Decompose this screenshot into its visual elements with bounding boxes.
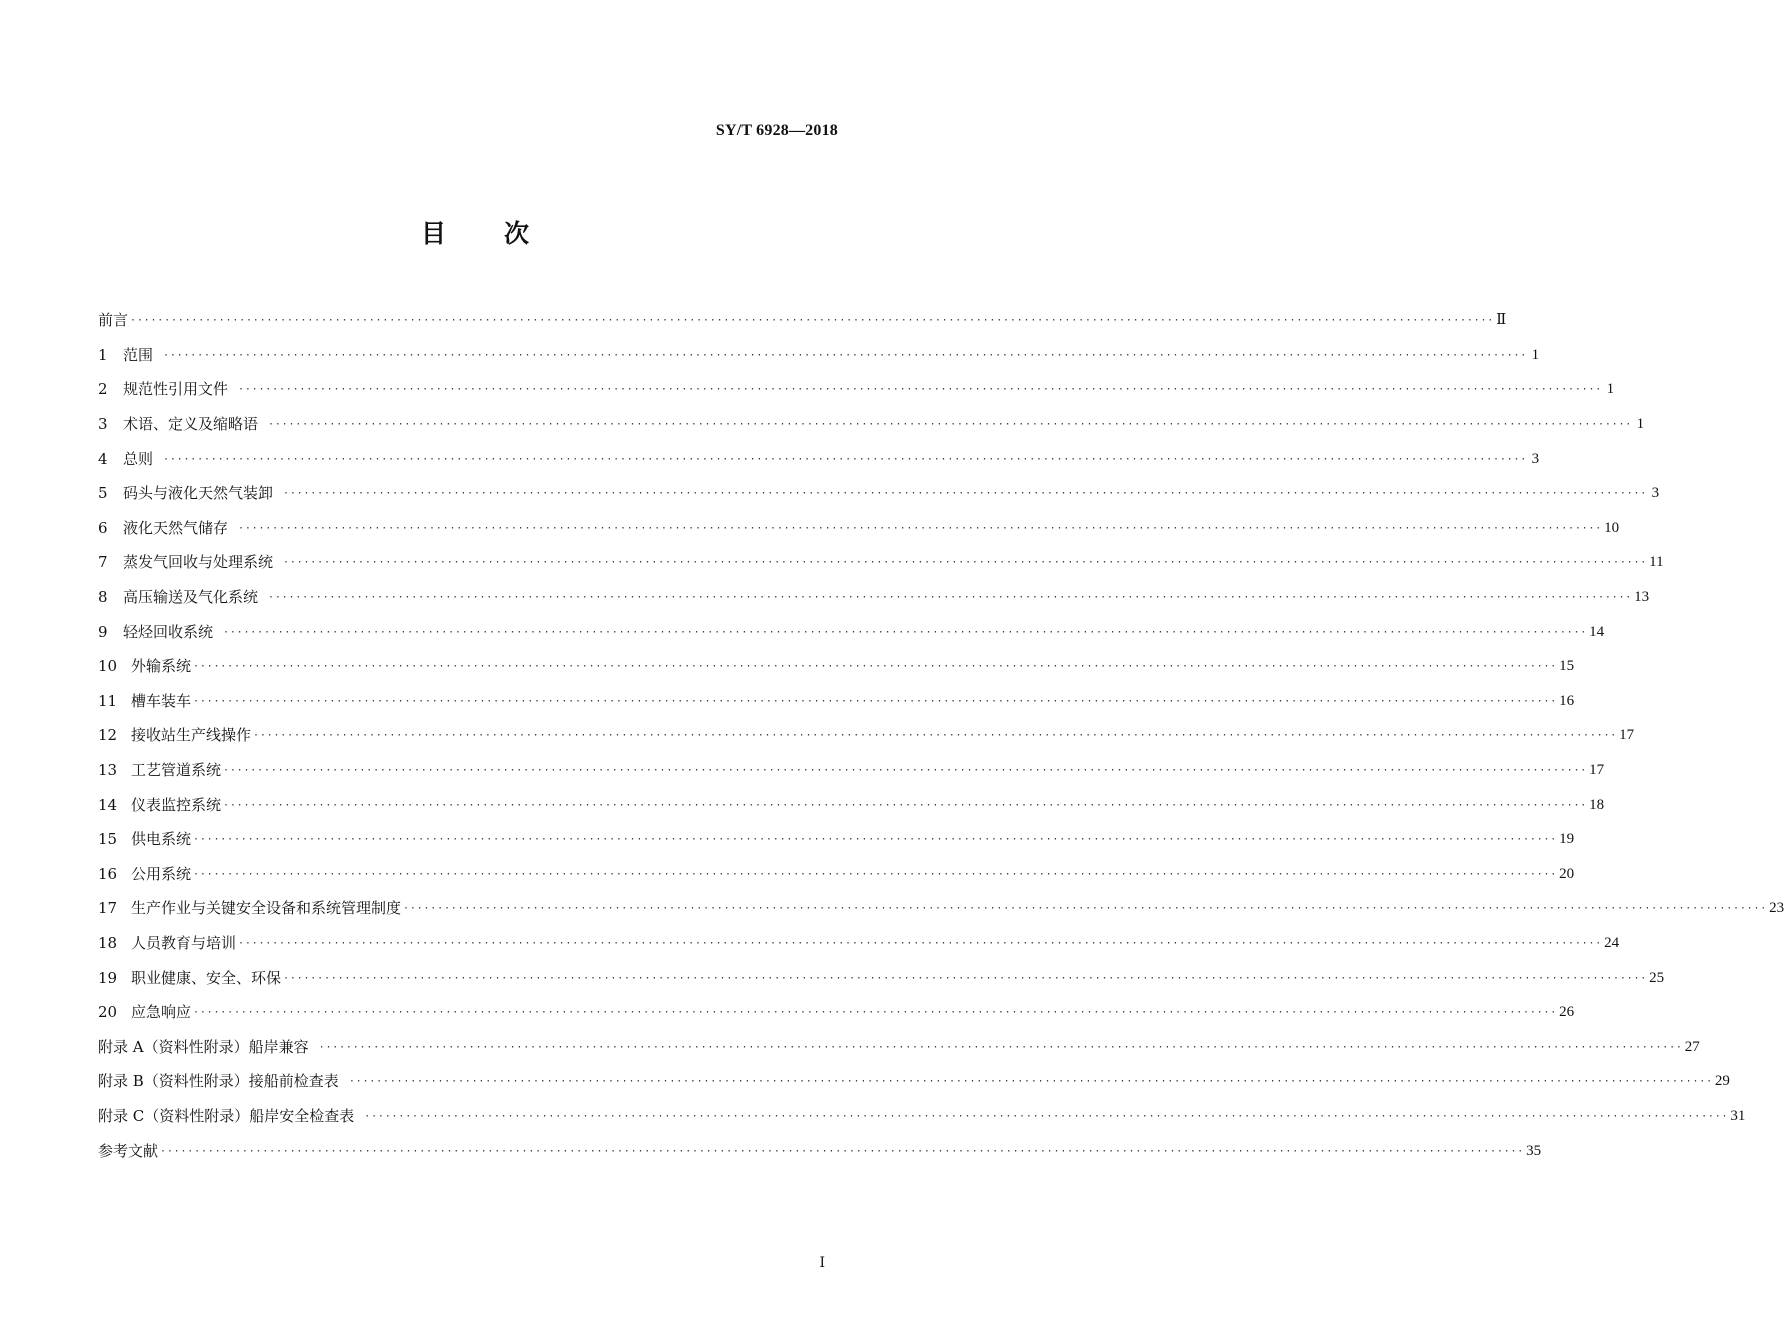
dot-leader: ········································································································································································································ bbox=[193, 661, 1558, 673]
toc-entry-label: 职业健康、安全、环保 bbox=[131, 968, 282, 987]
toc-entry-page: 35 bbox=[1526, 1142, 1542, 1159]
toc-entry-2[interactable] bbox=[98, 372, 1615, 407]
toc-entry-page: 1 bbox=[1606, 381, 1615, 398]
page-title: 目次 bbox=[420, 219, 587, 248]
toc-entry-4[interactable] bbox=[98, 441, 1540, 476]
toc-entry-label: 术语、定义及缩略语 bbox=[123, 415, 259, 434]
toc-entry-number: 15 bbox=[98, 830, 118, 849]
toc-entry-number: 19 bbox=[98, 968, 118, 987]
toc-entry-13[interactable] bbox=[98, 753, 1605, 788]
toc-entry-label: 轻烃回收系统 bbox=[123, 622, 214, 641]
toc-entry-15[interactable] bbox=[98, 822, 1575, 857]
toc-entry-9[interactable] bbox=[98, 614, 1605, 649]
toc-entry-19[interactable] bbox=[98, 960, 1665, 995]
toc-entry-page: 17 bbox=[1589, 762, 1605, 779]
dot-leader: ········································································································································································································ bbox=[223, 626, 1588, 638]
toc-entry-20[interactable] bbox=[98, 995, 1575, 1030]
dot-leader: ········································································································································································································ bbox=[163, 349, 1528, 361]
toc-entry-17[interactable] bbox=[98, 891, 1784, 926]
toc-entry-number: 5 bbox=[98, 484, 108, 503]
dot-leader: ········································································································································································································ bbox=[193, 834, 1558, 846]
dot-leader: ········································································································································································································ bbox=[403, 903, 1768, 915]
toc-entry-page: 17 bbox=[1619, 727, 1635, 744]
toc-entry-label: 范围 bbox=[123, 345, 154, 364]
toc-entry-label: 附录 B（资料性附录） bbox=[98, 1072, 249, 1091]
toc-entry-page: 13 bbox=[1634, 589, 1650, 606]
toc-entry-page: 19 bbox=[1559, 831, 1575, 848]
toc-entry-label: 参考文献 bbox=[98, 1141, 159, 1160]
toc-entry-page: 27 bbox=[1684, 1038, 1700, 1055]
toc-entry-number: 12 bbox=[98, 726, 118, 745]
toc-entry-label: 码头与液化天然气装卸 bbox=[123, 484, 274, 503]
toc-entry-page: Ⅱ bbox=[1496, 312, 1507, 329]
toc-entry-number: 7 bbox=[98, 553, 108, 572]
toc-entry-number: 2 bbox=[98, 380, 108, 399]
toc-entry-number: 17 bbox=[98, 899, 118, 918]
toc-entry-number: 14 bbox=[98, 795, 118, 814]
toc-entry-label: 人员教育与培训 bbox=[131, 933, 237, 952]
page-number: Ⅰ bbox=[819, 1256, 825, 1271]
toc-entry-label: 高压输送及气化系统 bbox=[123, 588, 259, 607]
toc-entry-number: 3 bbox=[98, 415, 108, 434]
toc-entry-label: 附录 A（资料性附录） bbox=[98, 1037, 249, 1056]
toc-entry-1[interactable] bbox=[98, 338, 1540, 373]
dot-leader: ········································································································································································································ bbox=[283, 972, 1648, 984]
toc-entry-14[interactable] bbox=[98, 787, 1605, 822]
dot-leader: ········································································································································································································ bbox=[193, 695, 1558, 707]
toc-entry-preface[interactable] bbox=[98, 303, 1507, 338]
toc-entry-label: 附录 C（资料性附录） bbox=[98, 1106, 250, 1125]
toc-entry-6[interactable] bbox=[98, 511, 1620, 546]
toc-entry-12[interactable] bbox=[98, 718, 1635, 753]
toc-entry-label: 仪表监控系统 bbox=[131, 795, 222, 814]
toc-entry-page: 25 bbox=[1649, 969, 1665, 986]
toc-entry-label: 生产作业与关键安全设备和系统管理制度 bbox=[131, 899, 402, 918]
toc-entry-label: 总则 bbox=[123, 449, 154, 468]
toc-entry-16[interactable] bbox=[98, 857, 1575, 892]
toc-entry-label: 液化天然气储存 bbox=[123, 518, 229, 537]
dot-leader: ········································································································································································································ bbox=[223, 765, 1588, 777]
toc-entry-page: 14 bbox=[1589, 623, 1605, 640]
dot-leader: ········································································································································································································ bbox=[193, 1007, 1558, 1019]
toc-entry-10[interactable] bbox=[98, 649, 1575, 684]
toc-entry-page: 29 bbox=[1714, 1073, 1730, 1090]
toc-entry-sublabel: 接船前检查表 bbox=[248, 1072, 339, 1091]
toc-entry-annex-b[interactable] bbox=[98, 1064, 1730, 1099]
dot-leader: ········································································································································································································ bbox=[348, 1076, 1713, 1088]
toc-entry-number: 6 bbox=[98, 518, 108, 537]
toc-entry-number: 20 bbox=[98, 1003, 118, 1022]
toc-entry-number: 1 bbox=[98, 345, 108, 364]
toc-entry-page: 3 bbox=[1531, 450, 1540, 467]
dot-leader: ········································································································································································································ bbox=[193, 868, 1558, 880]
toc-entry-number: 16 bbox=[98, 864, 118, 883]
toc-entry-page: 20 bbox=[1559, 865, 1575, 882]
toc-entry-references[interactable] bbox=[98, 1133, 1542, 1168]
toc-entry-page: 16 bbox=[1559, 692, 1575, 709]
dot-leader: ········································································································································································································ bbox=[238, 937, 1603, 949]
toc-entry-page: 3 bbox=[1651, 485, 1660, 502]
toc-entry-number: 10 bbox=[98, 657, 118, 676]
toc-entry-label: 蒸发气回收与处理系统 bbox=[123, 553, 274, 572]
toc-entry-annex-a[interactable] bbox=[98, 1029, 1700, 1064]
toc-entry-page: 23 bbox=[1769, 900, 1784, 917]
toc-entry-5[interactable] bbox=[98, 476, 1660, 511]
dot-leader: ········································································································································································································ bbox=[238, 384, 1603, 396]
toc-entry-page: 31 bbox=[1730, 1107, 1746, 1124]
standard-code: SY/T 6928—2018 bbox=[715, 122, 838, 139]
toc-entry-number: 4 bbox=[98, 449, 108, 468]
dot-leader: ········································································································································································································ bbox=[283, 488, 1648, 500]
toc-entry-11[interactable] bbox=[98, 684, 1575, 719]
dot-leader: ········································································································································································································ bbox=[364, 1110, 1729, 1122]
toc-entry-label: 规范性引用文件 bbox=[123, 380, 229, 399]
table-of-contents bbox=[98, 303, 1784, 1168]
toc-entry-8[interactable] bbox=[98, 580, 1650, 615]
dot-leader: ········································································································································································································ bbox=[318, 1041, 1683, 1053]
toc-entry-page: 1 bbox=[1531, 346, 1540, 363]
toc-entry-page: 1 bbox=[1636, 416, 1645, 433]
toc-entry-label: 外输系统 bbox=[131, 657, 192, 676]
toc-entry-label: 接收站生产线操作 bbox=[131, 726, 252, 745]
toc-entry-number: 11 bbox=[98, 691, 118, 710]
toc-entry-page: 26 bbox=[1559, 1004, 1575, 1021]
toc-entry-7[interactable] bbox=[98, 545, 1664, 580]
toc-entry-3[interactable] bbox=[98, 407, 1645, 442]
dot-leader: ········································································································································································································ bbox=[130, 315, 1495, 327]
toc-entry-page: 18 bbox=[1589, 796, 1605, 813]
dot-leader: ········································································································································································································ bbox=[238, 522, 1603, 534]
dot-leader: ········································································································································································································ bbox=[253, 730, 1618, 742]
toc-entry-number: 18 bbox=[98, 933, 118, 952]
toc-entry-label: 工艺管道系统 bbox=[131, 761, 222, 780]
dot-leader: ········································································································································································································ bbox=[160, 1145, 1525, 1157]
dot-leader: ········································································································································································································ bbox=[163, 453, 1528, 465]
dot-leader: ········································································································································································································ bbox=[223, 799, 1588, 811]
dot-leader: ········································································································································································································ bbox=[268, 592, 1633, 604]
toc-entry-label: 应急响应 bbox=[131, 1003, 192, 1022]
toc-entry-label: 公用系统 bbox=[131, 864, 192, 883]
toc-entry-label: 槽车装车 bbox=[131, 691, 192, 710]
toc-entry-sublabel: 船岸安全检查表 bbox=[249, 1106, 355, 1125]
toc-entry-sublabel: 船岸兼容 bbox=[248, 1037, 309, 1056]
toc-entry-number: 9 bbox=[98, 622, 108, 641]
toc-entry-label: 前言 bbox=[98, 311, 129, 330]
toc-entry-page: 11 bbox=[1649, 554, 1664, 571]
dot-leader: ········································································································································································································ bbox=[268, 419, 1633, 431]
dot-leader: ········································································································································································································ bbox=[283, 557, 1648, 569]
toc-entry-annex-c[interactable] bbox=[98, 1099, 1746, 1134]
toc-entry-page: 10 bbox=[1604, 519, 1620, 536]
toc-entry-18[interactable] bbox=[98, 926, 1620, 961]
toc-entry-number: 13 bbox=[98, 761, 118, 780]
toc-entry-number: 8 bbox=[98, 588, 108, 607]
toc-entry-label: 供电系统 bbox=[131, 830, 192, 849]
toc-entry-page: 15 bbox=[1559, 658, 1575, 675]
toc-entry-page: 24 bbox=[1604, 934, 1620, 951]
